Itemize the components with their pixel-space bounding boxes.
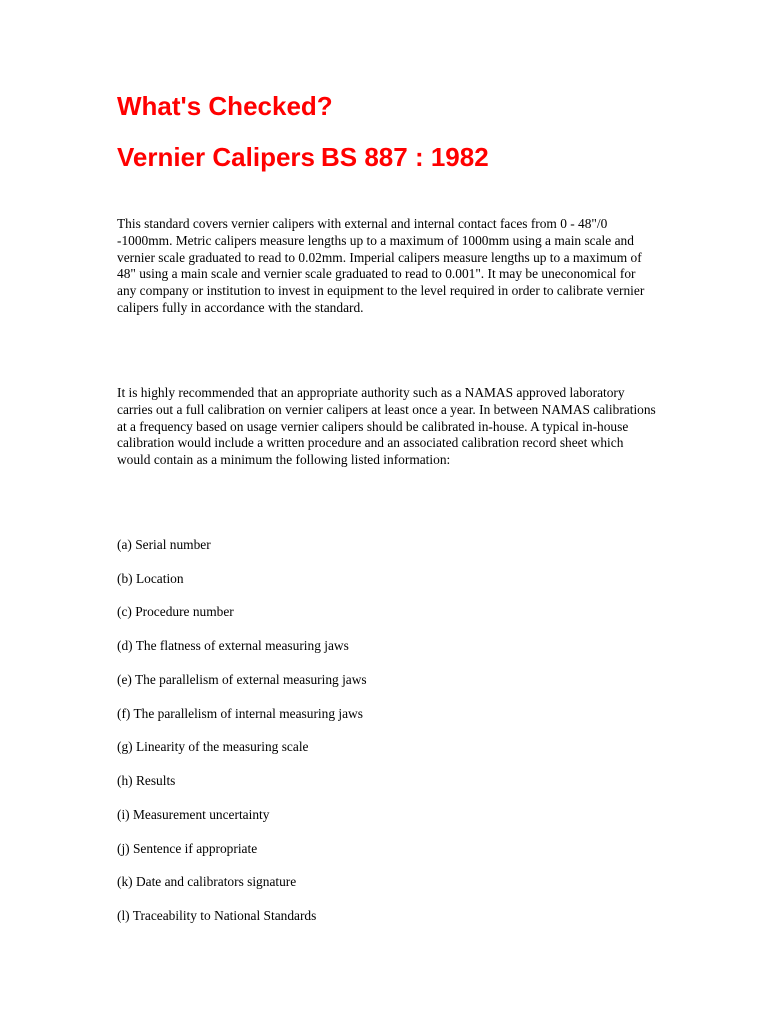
list-item: (h) Results [117, 773, 176, 788]
subtitle-standard: BS 887 : 1982 [321, 142, 489, 172]
page-title: What's Checked? [117, 91, 333, 121]
list-item: (a) Serial number [117, 537, 211, 552]
list-item: (f) The parallelism of internal measuring jaws [117, 706, 363, 721]
list-item: (l) Traceability to National Standards [117, 908, 317, 923]
list-item: (b) Location [117, 571, 184, 586]
list-item: (d) The flatness of external measuring jaws [117, 638, 349, 653]
list-item: (g) Linearity of the measuring scale [117, 739, 309, 754]
list-item: (c) Procedure number [117, 604, 234, 619]
list-item: (j) Sentence if appropriate [117, 841, 258, 856]
list-item: (k) Date and calibrators signature [117, 874, 297, 889]
subtitle-instrument: Vernier Calipers [117, 142, 315, 172]
page-subtitle [117, 142, 489, 172]
list-item: (e) The parallelism of external measuring jaws [117, 672, 367, 687]
intro-paragraph: This standard covers vernier calipers with external and internal contact faces from 0 - 48"/0 -1000mm. Metric calipers measure lengths up to a maximum of 1000mm using a main scale and vernier scale graduated to read to 0.02mm. Imperial calipers measure lengths up to a maximum of 48" using a main scale and vernier scale graduated to read to 0.001". It may be uneconomical for any company or institution to invest in equipment to the level required in order to calibrate vernier calipers fully in accordance with the standard. [117, 216, 645, 315]
list-item: (i) Measurement uncertainty [117, 807, 270, 822]
recommendation-paragraph: It is highly recommended that an appropriate authority such as a NAMAS approved laboratory carries out a full calibration on vernier calipers at least once a year. In between NAMAS calibrations at a frequency based on usage vernier calipers should be calibrated in-house. A typical in-house calibration would include a written procedure and an associated calibration record sheet which would contain as a minimum the following listed information: [117, 385, 656, 468]
